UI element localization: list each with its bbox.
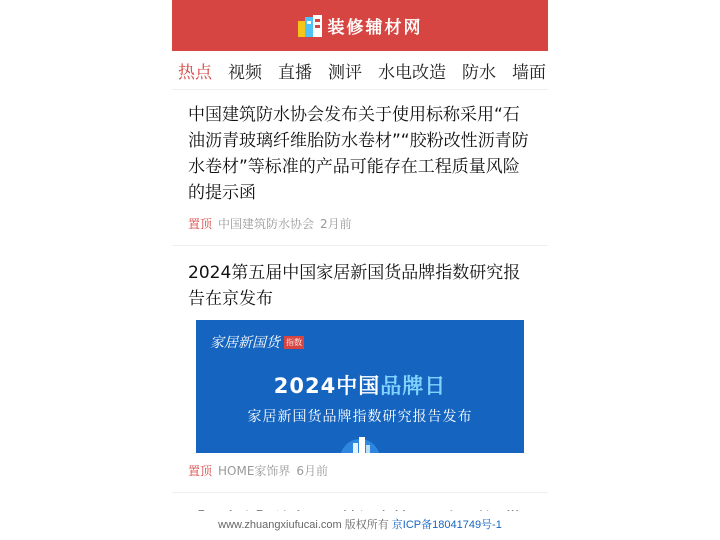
banner-title bbox=[196, 370, 524, 400]
footer-copyright: www.zhuangxiufucai.com 版权所有 bbox=[218, 519, 389, 531]
tab-hot[interactable]: 热点 bbox=[178, 62, 212, 83]
tab-plumbing[interactable]: 水电改造 bbox=[378, 62, 446, 83]
news-item[interactable] bbox=[172, 246, 548, 493]
pinned-badge: 置顶 bbox=[188, 217, 213, 231]
category-nav bbox=[172, 51, 548, 90]
news-source: HOME家饰界 bbox=[218, 464, 291, 478]
tab-video[interactable]: 视频 bbox=[228, 62, 262, 83]
banner-brand-logo bbox=[210, 332, 304, 352]
news-title[interactable] bbox=[188, 493, 532, 511]
building-graphic-icon bbox=[338, 433, 382, 453]
news-title[interactable]: 2024第五届中国家居新国货品牌指数研究报告在京发布 bbox=[188, 263, 521, 309]
building-logo-icon bbox=[298, 15, 322, 37]
tab-review[interactable]: 测评 bbox=[328, 62, 362, 83]
banner-logo-tag: 指数 bbox=[286, 337, 302, 347]
news-time: 2月前 bbox=[320, 217, 352, 231]
top-header bbox=[172, 0, 548, 51]
page-footer bbox=[0, 511, 720, 540]
tab-wall[interactable]: 墙面 bbox=[512, 62, 546, 83]
news-title[interactable]: 中国建筑防水协会发布关于使用标称采用“石油沥青玻璃纤维胎防水卷材”“胶粉改性沥青防水卷材”等标准的产品可能存在工程质量风险的提示函 bbox=[188, 105, 529, 203]
banner-logo-text: 家居新国货 bbox=[210, 335, 280, 351]
banner-subtitle: 家居新国货品牌指数研究报告发布 bbox=[247, 409, 473, 425]
footer-icp-link[interactable]: 京ICP备18041749号-1 bbox=[391, 519, 502, 531]
news-meta bbox=[188, 453, 532, 492]
tab-waterproof[interactable]: 防水 bbox=[462, 62, 496, 83]
app-container bbox=[172, 0, 548, 540]
news-item[interactable] bbox=[172, 91, 548, 246]
site-logo[interactable] bbox=[298, 13, 423, 38]
news-banner-image[interactable] bbox=[196, 320, 524, 453]
news-time: 6月前 bbox=[296, 464, 329, 478]
news-feed bbox=[172, 91, 548, 511]
banner-title-prefix: 2024中国 bbox=[273, 374, 381, 398]
site-name: 装修辅材网 bbox=[327, 18, 423, 38]
news-source: 中国建筑防水协会 bbox=[218, 217, 315, 231]
news-item[interactable] bbox=[172, 493, 548, 511]
news-meta bbox=[188, 206, 532, 245]
banner-title-highlight: 品牌日 bbox=[380, 374, 447, 398]
tab-live[interactable]: 直播 bbox=[278, 62, 312, 83]
pinned-badge: 置顶 bbox=[188, 464, 213, 478]
